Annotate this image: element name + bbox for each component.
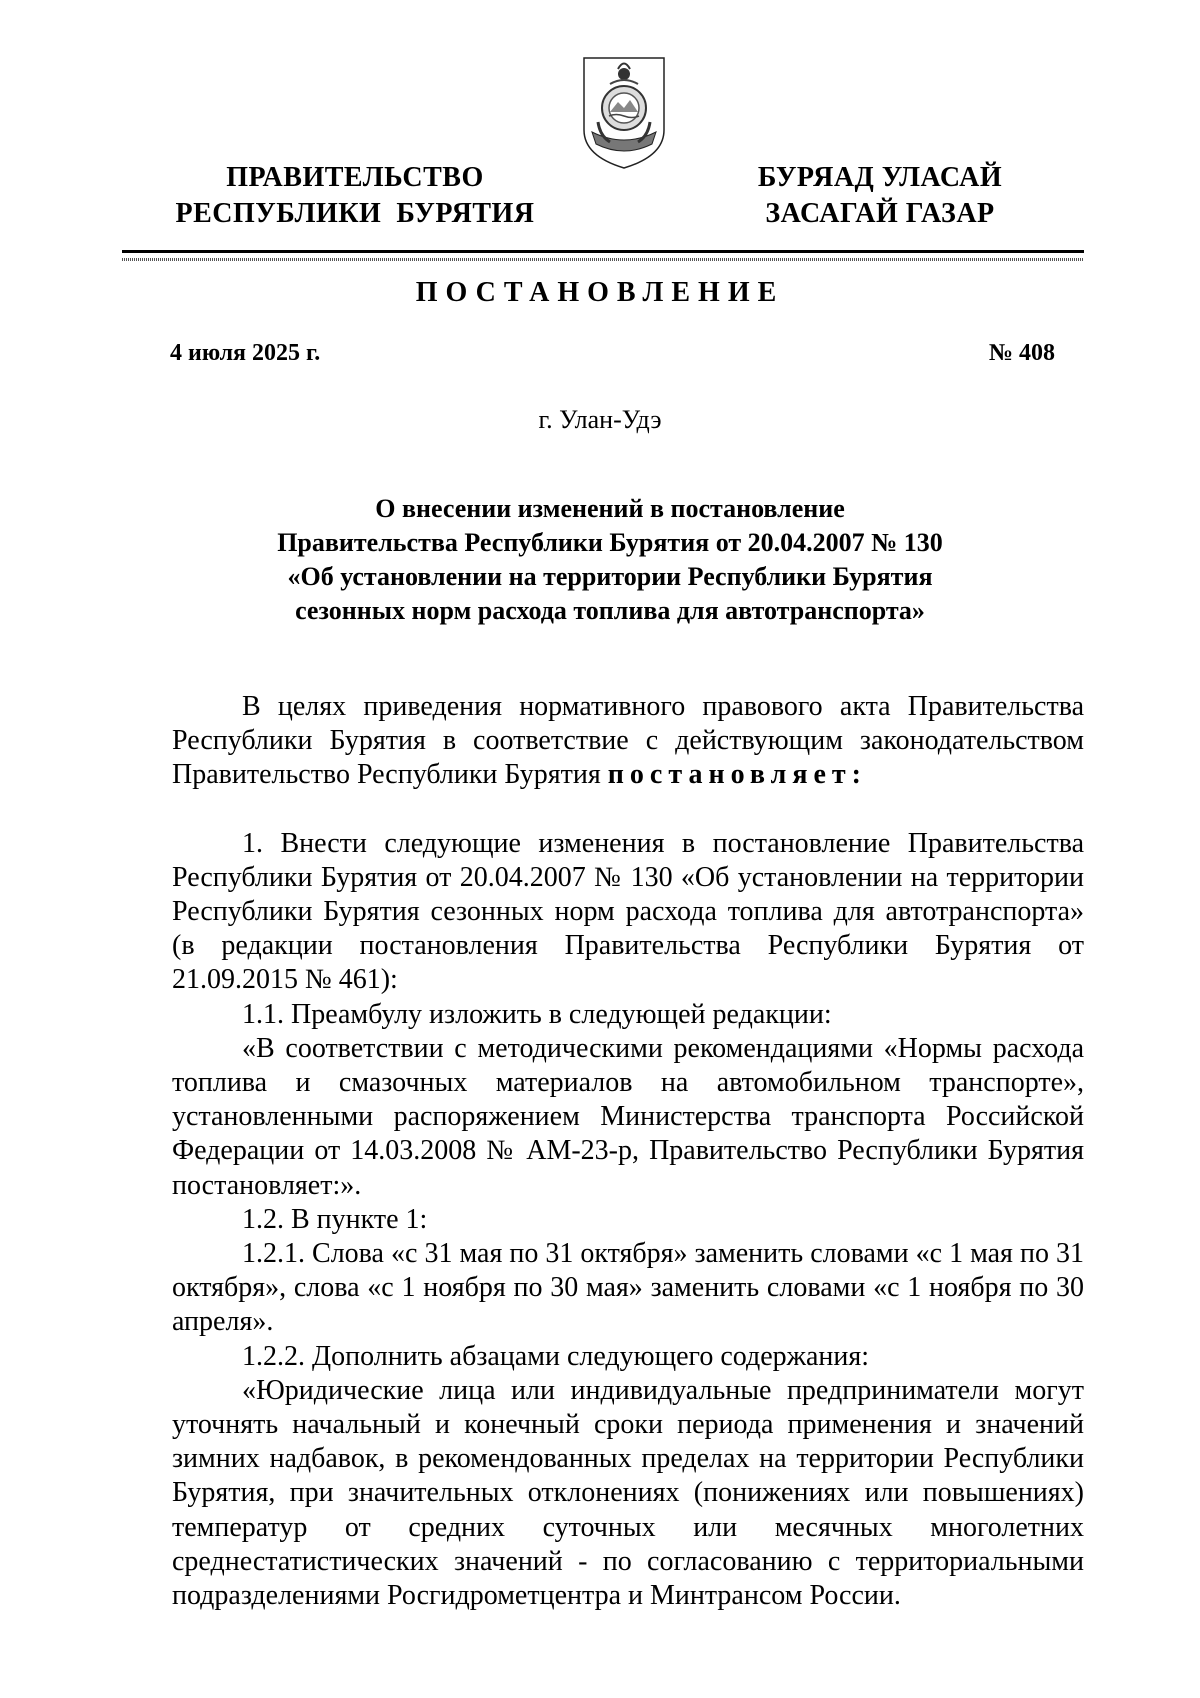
clause-1: 1. Внести следующие изменения в постановление Правительства Республики Бурятия от 20.04.2007 № 130 «Об установлении на территории Республики Бурятия сезонных норм расхода топлива для автотранспорта» (в редакции постановления Правительства Республики Бурятия от 21.09.2015 № 461): bbox=[172, 827, 1084, 996]
document-city: г. Улан-Удэ bbox=[538, 405, 662, 434]
clause-1-2: 1.2. В пункте 1: bbox=[242, 1203, 428, 1235]
title-line-2: Правительства Республики Бурятия от 20.04.2007 № 130 bbox=[277, 528, 943, 557]
clause-1-2-2-quote: «Юридические лица или индивидуальные предприниматели могут уточнять начальный и конечный сроки периода применения и значений зимних надбавок, в рекомендованных пределах на территории Республики Бурятия, при значительных отклонениях (понижениях или повышениях) температур от средних суточных или месячных многолетних среднестатистических значений - по согласованию с территориальными подразделениями Росгидрометцентра и Минтрансом России. bbox=[172, 1374, 1084, 1612]
clause-1-1: 1.1. Преамбулу изложить в следующей редакции: bbox=[242, 998, 832, 1030]
clause-1-2-2: 1.2.2. Дополнить абзацами следующего содержания: bbox=[242, 1340, 870, 1372]
clause-1-2-1: 1.2.1. Слова «с 31 мая по 31 октября» заменить словами «с 1 мая по 31 октября», слова «с 1 ноября по 30 мая» заменить словами «с 1 ноября по 30 апреля». bbox=[172, 1238, 1084, 1338]
header-divider bbox=[122, 250, 1084, 253]
title-line-1: О внесении изменений в постановление bbox=[375, 494, 845, 523]
issuer-buryat-line-1: БУРЯАД УЛАСАЙ bbox=[757, 162, 1003, 193]
document-number: № 408 bbox=[988, 340, 1055, 366]
title-line-3: «Об установлении на территории Республики Бурятия bbox=[287, 562, 933, 591]
document-title bbox=[170, 492, 1050, 628]
issuer-buryat-line-2: ЗАСАГАЙ ГАЗАР bbox=[765, 198, 995, 229]
issuer-line-2: РЕСПУБЛИКИ БУРЯТИЯ bbox=[175, 198, 535, 229]
decree-word: постановляет: bbox=[607, 759, 867, 791]
preamble-paragraph bbox=[172, 690, 1084, 793]
document-type: ПОСТАНОВЛЕНИЕ bbox=[415, 277, 785, 308]
document-body bbox=[172, 690, 1084, 1613]
clause-1-1-quote: «В соответствии с методическими рекомендациями «Нормы расхода топлива и смазочных материалов на автомобильном транспорте», установленными распоряжением Министерства транспорта Российской Федерации от 14.03.2008 № АМ-23-р, Правительство Республики Бурятия постановляет:». bbox=[172, 1032, 1084, 1201]
issuer-line-1: ПРАВИТЕЛЬСТВО bbox=[226, 162, 484, 193]
document-date: 4 июля 2025 г. bbox=[170, 340, 321, 366]
issuer-name-buryat bbox=[720, 160, 1040, 232]
coat-of-arms-icon bbox=[580, 52, 668, 172]
preamble-text: В целях приведения нормативного правового акта Правительства Республики Бурятия в соответствие с действующим законодательством Правительство Республики Бурятия bbox=[172, 691, 1084, 791]
title-line-4: сезонных норм расхода топлива для автотранспорта» bbox=[295, 596, 925, 625]
header-divider-secondary bbox=[122, 258, 1084, 261]
issuer-name-russian bbox=[155, 160, 555, 232]
